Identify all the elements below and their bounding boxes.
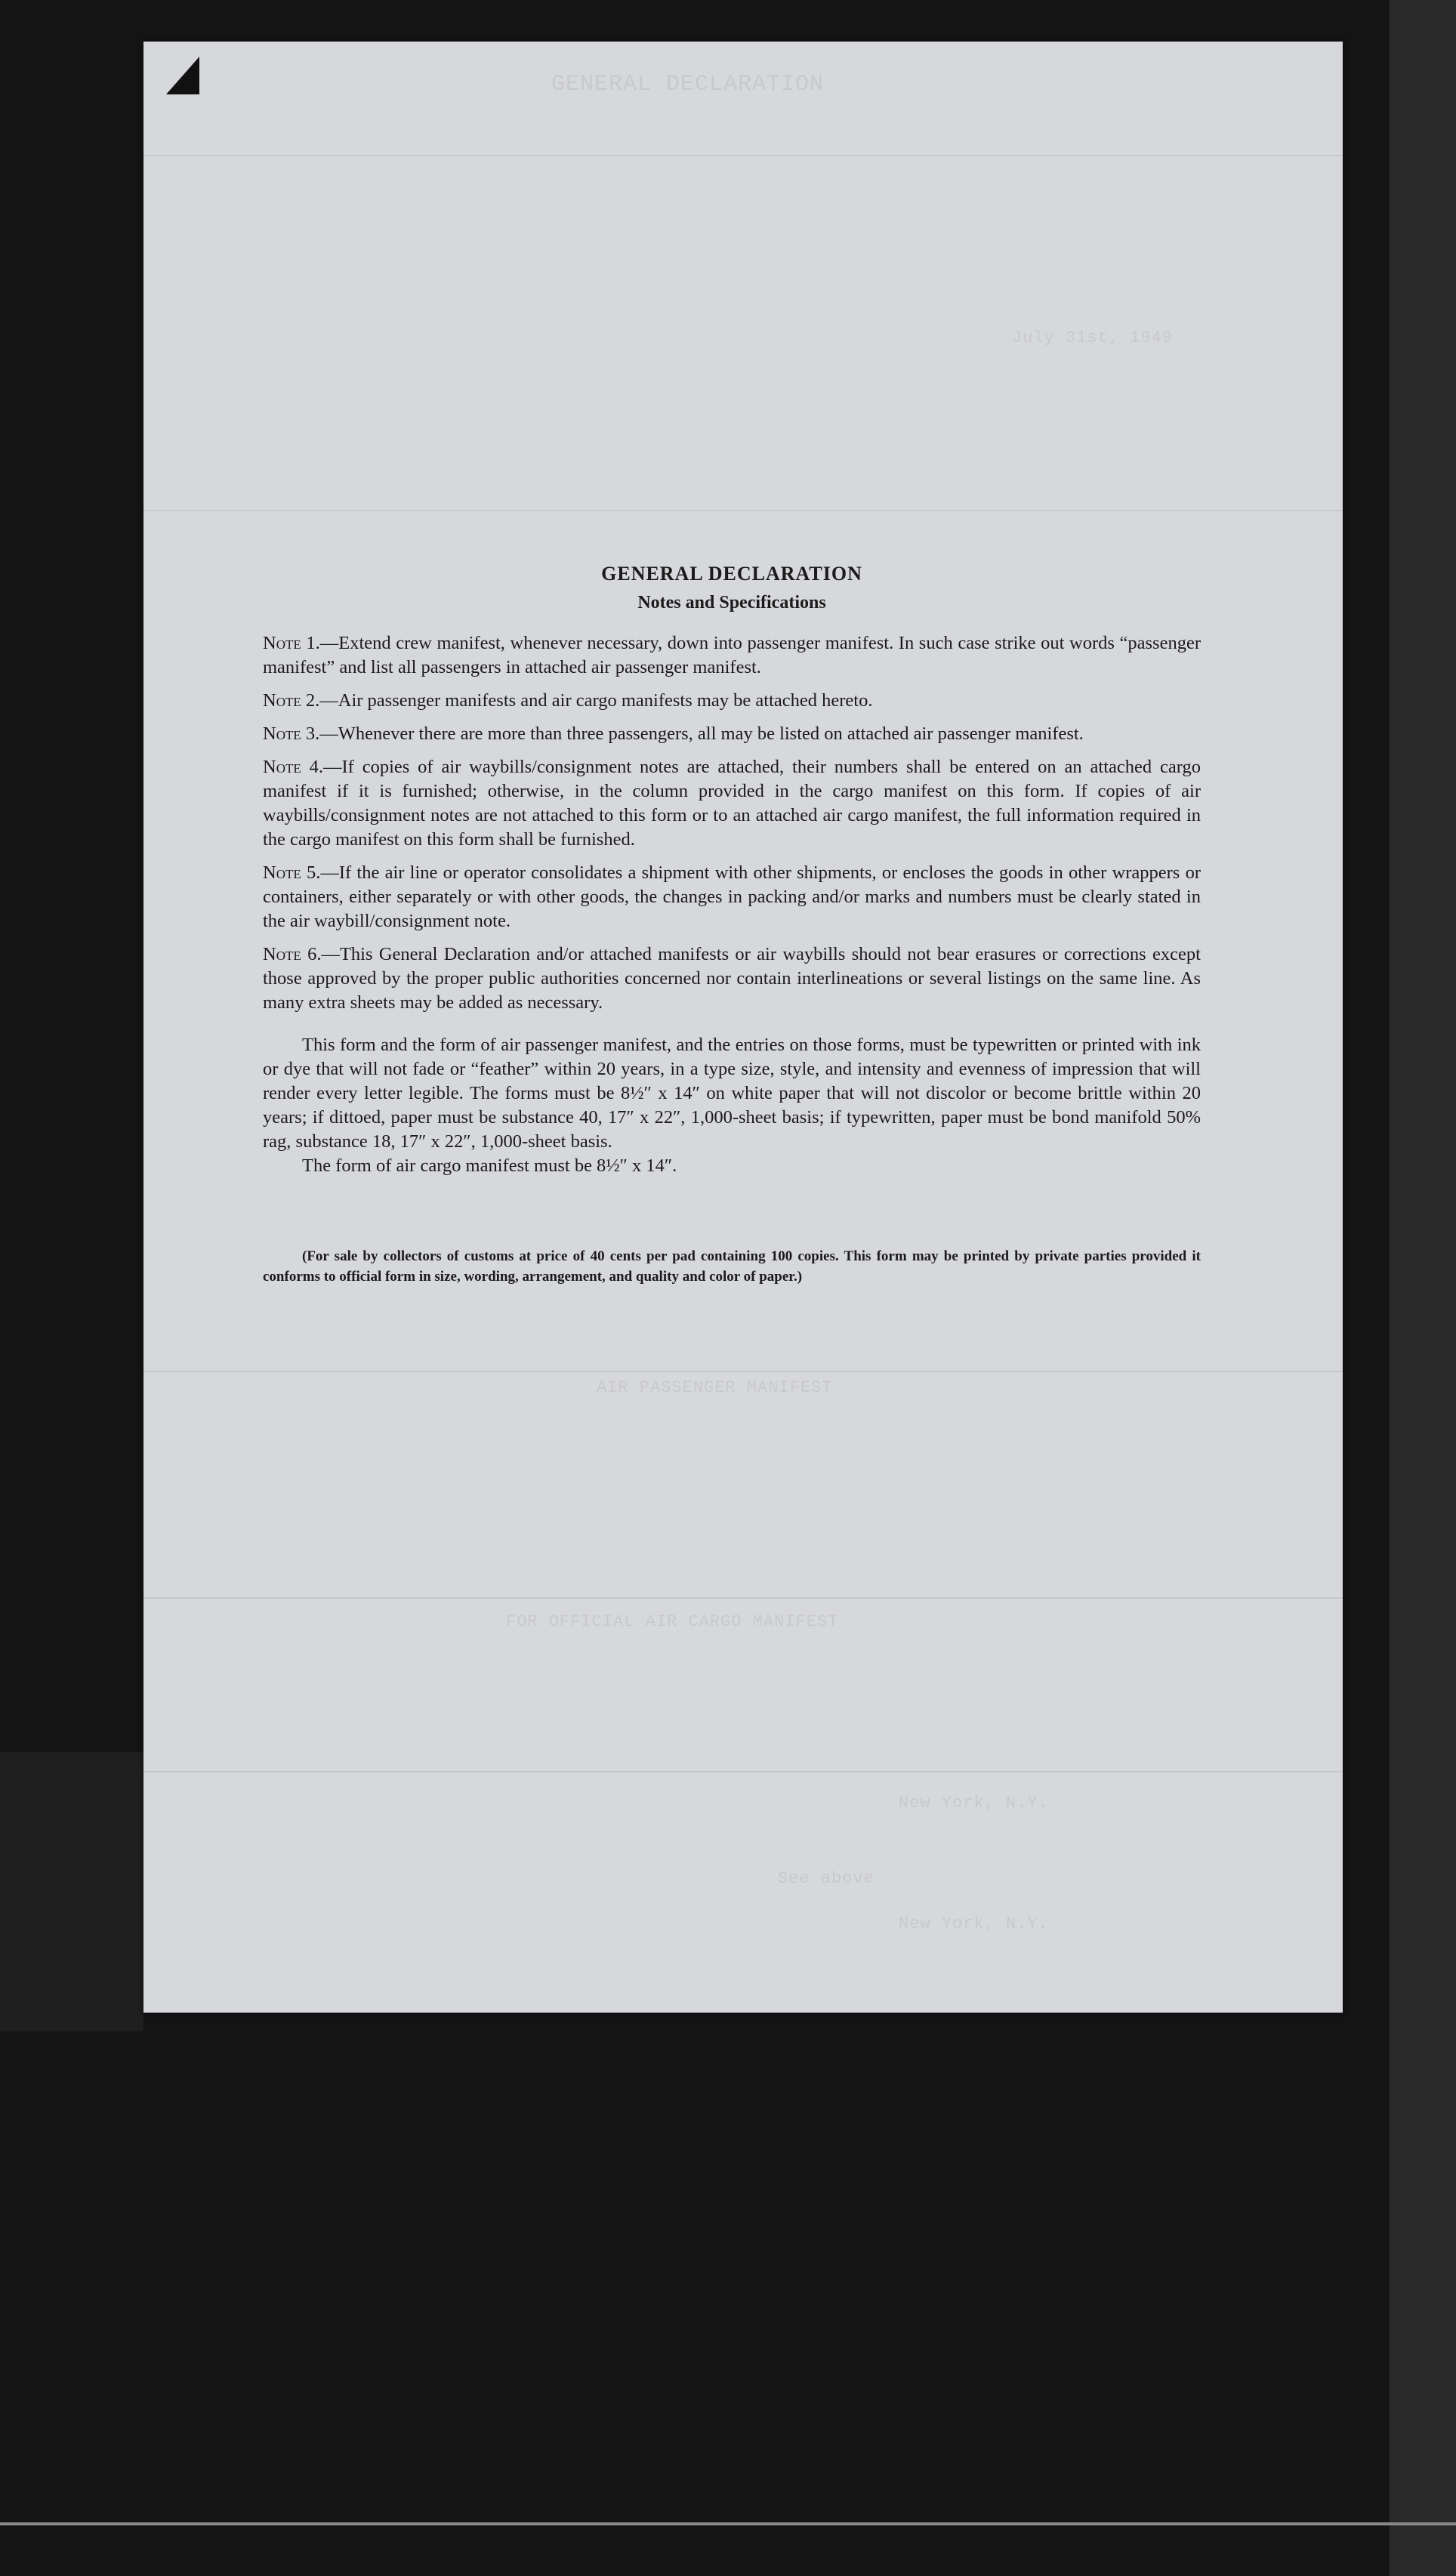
note-3 [263,722,1201,746]
sale-notice: (For sale by collectors of customs at price of 40 cents per pad containing 100 copies. This form may be printed by private parties provided it conforms to official form in size, wording, arrangement, and quality and color of paper.) [263,1248,1201,1285]
document-subtitle: Notes and Specifications [637,593,826,612]
note-label: Note 1. [263,633,320,653]
show-through-line: New York, N.Y. [899,1794,1049,1812]
note-text: —Extend crew manifest, whenever necessary, down into passenger manifest. In such case strike out words “passenger manifest” and list all passengers in attached air passenger manifest. [263,633,1202,677]
note-label: Note 4. [263,757,323,777]
show-through-line: July 31st, 1949 [1012,329,1174,347]
note-1 [263,631,1201,680]
note-text: —This General Declaration and/or attached manifests or air waybills should not bear erasures or corrections except those approved by the proper public authorities concerned nor contain interlineations or several listings on the same line. As many extra sheets may be added as necessary. [263,944,1201,1013]
show-through-rule [143,1597,1343,1599]
show-through-rule [143,1371,1343,1372]
show-through-line: AIR PASSENGER MANIFEST [597,1378,833,1397]
cargo-manifest-size-line: The form of air cargo manifest must be 8½″ x 14″. [302,1155,677,1176]
note-text: —If the air line or operator consolidates a shipment with other shipments, or encloses the goods in other wrappers or containers, either separately or with other goods, the changes in packing and/or marks and numbers must be clearly stated in the air waybill/consignment note. [263,862,1201,931]
film-edge-line [0,2522,1456,2525]
note-text: —Air passenger manifests and air cargo manifests may be attached hereto. [319,690,873,711]
scanner-background-band [1390,0,1456,2576]
show-through-line: See above [778,1869,875,1888]
corner-tab-mark [166,57,199,94]
show-through-rule [143,155,1343,156]
document-page [143,42,1343,2013]
show-through-rule [143,510,1343,511]
show-through-line: FOR OFFICIAL AIR CARGO MANIFEST [506,1612,839,1631]
scanner-background-strip [0,1752,143,2031]
note-text: —Whenever there are more than three passengers, all may be listed on attached air passenger manifest. [319,723,1084,744]
note-text: —If copies of air waybills/consignment notes are attached, their numbers shall be entered on an attached cargo manifest if it is furnished; otherwise, in the column provided in the cargo manifest on this form. If copies of air waybills/consignment notes are not attached to this form or to an attached air cargo manifest, the full information required in the cargo manifest on this form shall be furnished. [263,757,1201,850]
form-specification-paragraph: This form and the form of air passenger manifest, and the entries on those forms, must be typewritten or printed with ink or dye that will not fade or “feather” within 20 years, in a type size, style, and intensity and evenness of impression that will render every letter legible. The forms must be 8½″ x 14″ on white paper that will not discolor or become brittle within 20 years; if dittoed, paper must be substance 40, 17″ x 22″, 1,000-sheet basis; if typewritten, paper must be bond manifold 50% rag, substance 18, 17″ x 22″, 1,000-sheet basis. [263,1035,1201,1152]
note-label: Note 5. [263,862,321,883]
notes-and-specifications [263,563,1201,1287]
note-6 [263,942,1201,1015]
note-4 [263,755,1201,852]
show-through-header: GENERAL DECLARATION [551,72,825,97]
note-2 [263,689,1201,713]
show-through-line: New York, N.Y. [899,1914,1049,1933]
show-through-rule [143,1771,1343,1772]
note-5 [263,861,1201,933]
document-title: GENERAL DECLARATION [601,563,862,585]
note-label: Note 3. [263,723,320,744]
note-label: Note 6. [263,944,322,964]
note-label: Note 2. [263,690,320,711]
